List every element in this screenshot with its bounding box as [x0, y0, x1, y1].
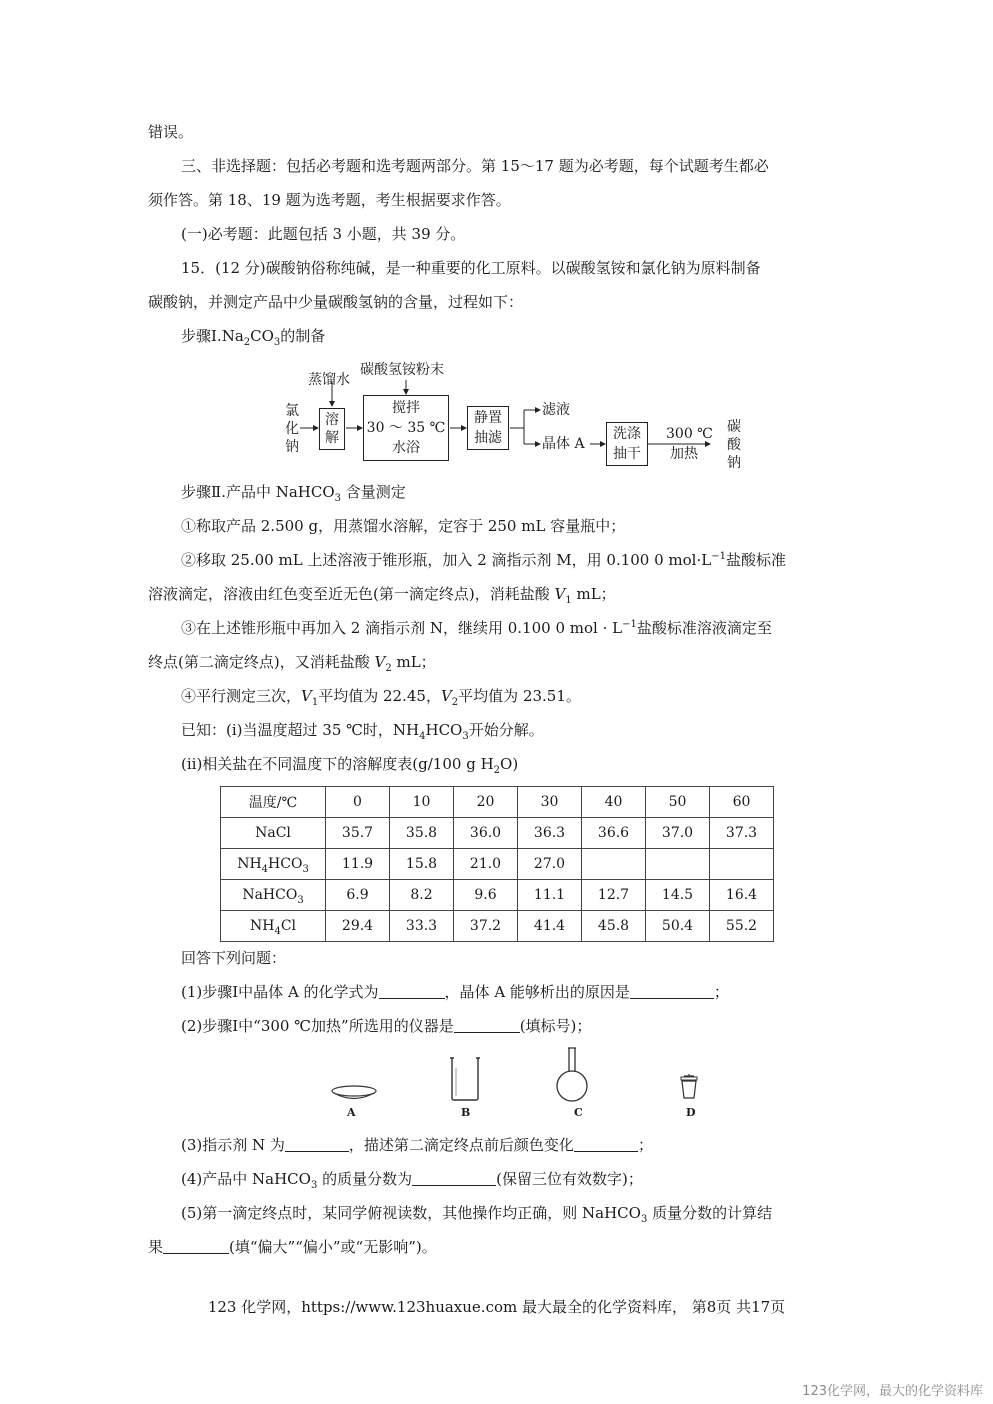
- procedure-3: ③在上述锥形瓶中再加入 2 滴指示剂 N，继续用 0.100 0 mol · $L^{-1}$盐酸标准溶液滴定至: [181, 619, 772, 637]
- table-cell: 27.0: [518, 849, 582, 880]
- table-cell: 45.8: [582, 911, 646, 942]
- table-header-row: [221, 787, 774, 818]
- step1-title: 步骤$Ⅰ.Na_2CO_3$的制备: [181, 327, 326, 348]
- table-cell: 50.4: [646, 911, 710, 942]
- table-cell: 21.0: [454, 849, 518, 880]
- answer-blank[interactable]: [454, 1018, 520, 1033]
- flow-filtrate: 滤液: [542, 402, 570, 418]
- solubility-table: [220, 786, 774, 942]
- flow-heat-temp: 300 ℃: [666, 426, 713, 442]
- answer-blank[interactable]: [412, 1171, 496, 1186]
- flow-water: 蒸馏水: [308, 372, 350, 388]
- table-cell: 8.2: [390, 880, 454, 911]
- flow-powder: 碳酸氢铵粉末: [360, 362, 444, 378]
- process-flowchart: [280, 360, 760, 475]
- procedure-4: ④平行测定三次，$V_1$平均值为 22.45，$V_2$平均值为 23.51。: [181, 687, 581, 708]
- answer-blank[interactable]: [163, 1239, 229, 1254]
- table-cell: 55.2: [710, 911, 774, 942]
- flow-box-settle: 静置 抽滤: [467, 406, 509, 450]
- question-5: (5)第一滴定终点时，某同学俯视读数，其他操作均正确，则 NaHCO$_3$ 质量分数的计算结: [181, 1204, 773, 1225]
- table-cell: 37.0: [646, 818, 710, 849]
- question-15-stem: 15．(12 分)碳酸钠俗称纯碱，是一种重要的化工原料。以碳酸氢铵和氯化钠为原料制备: [181, 259, 761, 277]
- table-cell: 37.3: [710, 818, 774, 849]
- answer-blank[interactable]: [379, 984, 445, 999]
- table-cell: 14.5: [646, 880, 710, 911]
- table-cell: 12.7: [582, 880, 646, 911]
- known-1: 已知：(ⅰ)当温度超过 35 ℃时，$NH_4HCO_3$开始分解。: [181, 721, 544, 742]
- question-15-stem-cont: 碳酸钠，并测定产品中少量碳酸氢钠的含量，过程如下：: [148, 293, 524, 311]
- answer-blank[interactable]: [574, 1137, 638, 1152]
- step2-title: 步骤Ⅱ.产品中 NaHCO$_3$ 含量测定: [181, 483, 406, 504]
- flow-box-stir: 搅拌 30 ～ 35 ℃ 水浴: [363, 395, 449, 461]
- flow-nacl: 氯 化 钠: [285, 403, 299, 455]
- row-label: $NH_4Cl$: [221, 911, 326, 942]
- table-row: [221, 818, 774, 849]
- table-cell: 11.9: [326, 849, 390, 880]
- table-cell: 35.7: [326, 818, 390, 849]
- apparatus-label-d: D: [686, 1106, 696, 1119]
- question-2: (2)步骤Ⅰ中“300 ℃加热”所选用的仪器是 (填标号)；: [181, 1017, 592, 1035]
- table-cell: [582, 849, 646, 880]
- table-cell: 6.9: [326, 880, 390, 911]
- procedure-1: ①称取产品 2.500 g，用蒸馏水溶解，定容于 250 mL 容量瓶中；: [181, 517, 626, 535]
- beaker-icon: [448, 1056, 482, 1102]
- question-3: (3)指示剂 N 为 ，描述第二滴定终点前后颜色变化 ；: [181, 1136, 653, 1154]
- flow-product: 碳 酸 钠: [727, 419, 741, 471]
- table-header-cell: 温度/℃: [221, 787, 326, 818]
- table-cell: 36.3: [518, 818, 582, 849]
- table-cell: 15.8: [390, 849, 454, 880]
- section-heading: 三、非选择题：包括必考题和选考题两部分。第 15～17 题为必考题，每个试题考生都必: [181, 157, 769, 175]
- table-cell: 29.4: [326, 911, 390, 942]
- table-header-cell: 0: [326, 787, 390, 818]
- row-label: NaCl: [221, 818, 326, 849]
- round-bottom-flask-icon: [554, 1046, 590, 1104]
- question-1: (1)步骤Ⅰ中晶体 A 的化学式为 ，晶体 A 能够析出的原因是 ；: [181, 983, 729, 1001]
- subsection-heading: (一)必考题：此题包括 3 小题，共 39 分。: [181, 225, 466, 243]
- table-cell: 16.4: [710, 880, 774, 911]
- apparatus-label-a: A: [347, 1106, 356, 1119]
- table-cell: 36.0: [454, 818, 518, 849]
- evaporating-dish-icon: [330, 1082, 380, 1104]
- table-cell: 36.6: [582, 818, 646, 849]
- apparatus-label-c: C: [574, 1106, 583, 1119]
- apparatus-label-b: B: [461, 1106, 471, 1119]
- table-cell: 35.8: [390, 818, 454, 849]
- table-header-cell: 20: [454, 787, 518, 818]
- table-row: [221, 911, 774, 942]
- table-cell: 33.3: [390, 911, 454, 942]
- flow-box-wash: 洗涤 抽干: [606, 422, 648, 466]
- table-cell: [646, 849, 710, 880]
- flow-crystal-a: 晶体 A: [542, 436, 585, 452]
- procedure-2: ②移取 25.00 mL 上述溶液于锥形瓶，加入 2 滴指示剂 M，用 0.100 0 $mol\cdot L^{-1}$盐酸标准: [181, 551, 786, 569]
- answer-blank[interactable]: [285, 1137, 349, 1152]
- answer-blank[interactable]: [630, 984, 714, 999]
- table-cell: 11.1: [518, 880, 582, 911]
- table-header-cell: 50: [646, 787, 710, 818]
- page-footer: 123 化学网，https://www.123huaxue.com 最大最全的化学资料库， 第8页 共17页: [207, 1298, 786, 1316]
- question-4: (4)产品中 NaHCO$_3$ 的质量分数为 (保留三位有效数字)；: [181, 1170, 643, 1191]
- answer-intro: 回答下列问题：: [181, 949, 287, 967]
- procedure-2-cont: 溶液滴定，溶液由红色变至近无色(第一滴定终点)，消耗盐酸 $V_1$ mL；: [148, 585, 616, 606]
- table-header-cell: 30: [518, 787, 582, 818]
- flow-heat: 加热: [670, 446, 698, 462]
- table-row: [221, 849, 774, 880]
- table-header-cell: 10: [390, 787, 454, 818]
- table-cell: 9.6: [454, 880, 518, 911]
- table-cell: 37.2: [454, 911, 518, 942]
- known-2: (ⅱ)相关盐在不同温度下的溶解度表(g/100 g $H_2O$): [181, 755, 519, 776]
- line-1: 错误。: [148, 123, 194, 141]
- row-label: NaHCO$_3$: [221, 880, 326, 911]
- crucible-icon: [678, 1074, 700, 1102]
- table-header-cell: 40: [582, 787, 646, 818]
- procedure-3-cont: 终点(第二滴定终点)，又消耗盐酸 $V_2$ mL；: [148, 653, 436, 674]
- table-row: [221, 880, 774, 911]
- table-cell: 41.4: [518, 911, 582, 942]
- line-3: 须作答。第 18、19 题为选考题，考生根据要求作答。: [148, 191, 511, 209]
- flow-box-dissolve: 溶 解: [319, 408, 345, 450]
- table-cell: [710, 849, 774, 880]
- table-header-cell: 60: [710, 787, 774, 818]
- question-5-cont: 果 (填“偏大”“偏小”或“无影响”)。: [148, 1238, 437, 1256]
- row-label: $NH_4HCO_3$: [221, 849, 326, 880]
- watermark: 123化学网，最大的化学资料库: [802, 1384, 983, 1399]
